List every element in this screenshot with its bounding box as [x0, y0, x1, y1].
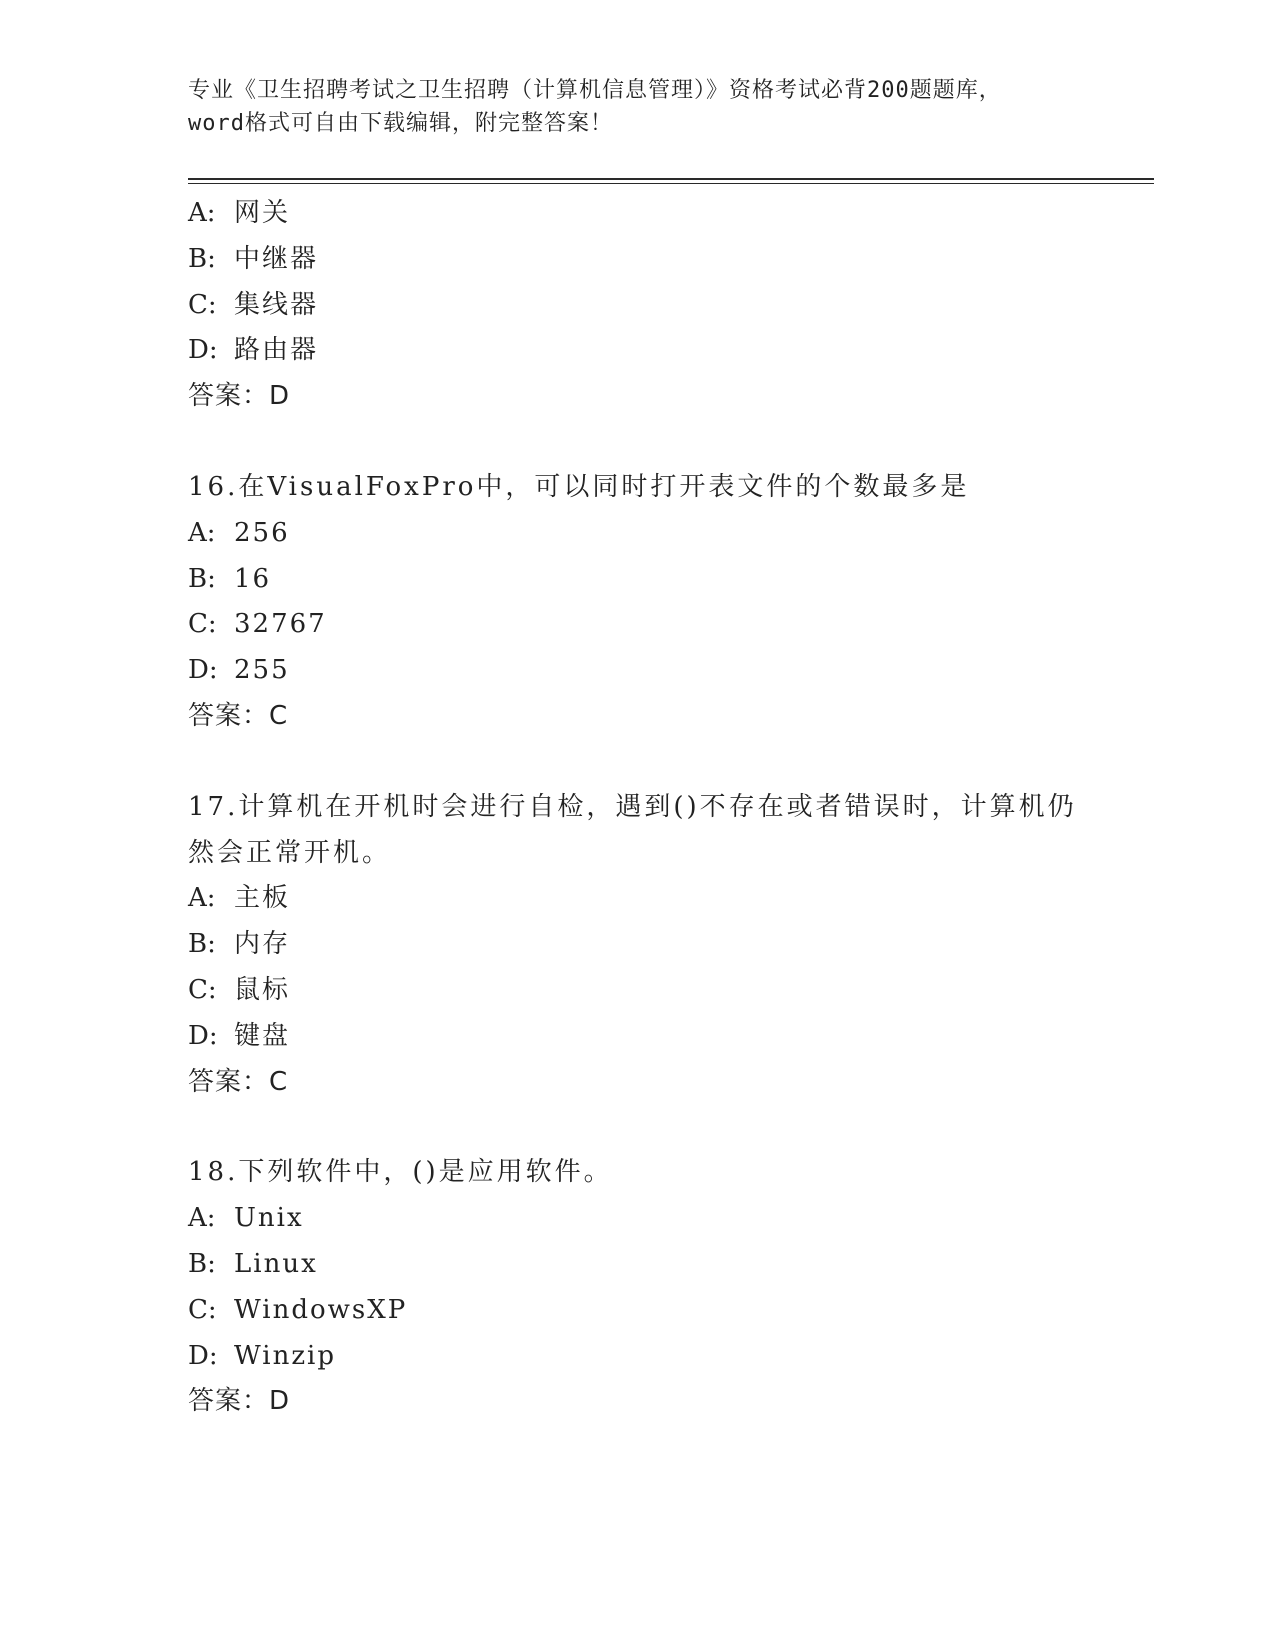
- question-block: [188, 785, 1128, 1106]
- answer-line: 答案：C: [188, 700, 289, 731]
- option-d: [188, 1014, 1128, 1060]
- question-block: [188, 465, 1128, 740]
- answer-line: 答案：D: [188, 1386, 291, 1417]
- option-letter: B:: [188, 563, 216, 594]
- option-text: 中继器: [234, 243, 319, 274]
- option-c: [188, 602, 1128, 648]
- question-stem: 17.计算机在开机时会进行自检，遇到()不存在或者错误时，计算机仍: [188, 791, 1077, 822]
- answer-line: 答案：D: [188, 381, 291, 412]
- question-list: [188, 191, 1128, 1425]
- header-divider-thin: [188, 183, 1154, 184]
- option-d: [188, 1334, 1128, 1380]
- document-header: [188, 74, 1088, 140]
- question-block: [188, 191, 1128, 420]
- option-letter: B:: [188, 243, 216, 274]
- option-d: [188, 648, 1128, 694]
- option-letter: C:: [188, 1294, 217, 1325]
- option-text: 集线器: [234, 289, 319, 320]
- option-c: [188, 968, 1128, 1014]
- option-a: [188, 191, 1128, 237]
- option-a: [188, 511, 1128, 557]
- option-b: [188, 1242, 1128, 1288]
- option-text: 32767: [234, 609, 327, 640]
- option-d: [188, 328, 1128, 374]
- spacer: [188, 740, 1128, 785]
- header-line-2: word格式可自由下载编辑，附完整答案！: [188, 111, 613, 136]
- option-letter: C:: [188, 289, 217, 320]
- option-text: 16: [234, 563, 272, 594]
- option-letter: D:: [188, 655, 218, 686]
- option-letter: A:: [188, 517, 216, 548]
- option-text: 主板: [234, 883, 291, 914]
- option-c: [188, 1288, 1128, 1334]
- spacer: [188, 1105, 1128, 1150]
- option-letter: A:: [188, 1203, 216, 1234]
- option-a: [188, 1196, 1128, 1242]
- option-text: WindowsXP: [234, 1294, 408, 1325]
- option-text: 路由器: [234, 335, 319, 366]
- option-letter: D:: [188, 1340, 218, 1371]
- option-letter: D:: [188, 1020, 218, 1051]
- option-text: 网关: [234, 198, 291, 228]
- option-text: Linux: [234, 1248, 318, 1279]
- answer-line: 答案：C: [188, 1066, 289, 1097]
- option-text: 255: [234, 655, 290, 686]
- question-block: [188, 1150, 1128, 1425]
- option-text: Unix: [234, 1203, 304, 1234]
- question-stem: 16.在VisualFoxPro中，可以同时打开表文件的个数最多是: [188, 471, 970, 502]
- question-stem: 18.下列软件中，()是应用软件。: [188, 1157, 613, 1188]
- spacer: [188, 420, 1128, 465]
- option-letter: C:: [188, 609, 217, 640]
- question-stem-continued: 然会正常开机。: [188, 837, 392, 868]
- option-text: Winzip: [234, 1340, 336, 1371]
- option-text: 内存: [234, 929, 291, 960]
- option-letter: A:: [188, 198, 216, 228]
- option-text: 鼠标: [234, 974, 291, 1005]
- option-b: [188, 237, 1128, 283]
- header-divider-thick: [188, 178, 1154, 180]
- option-letter: D:: [188, 335, 218, 366]
- option-b: [188, 557, 1128, 603]
- option-text: 键盘: [234, 1020, 291, 1051]
- option-letter: B:: [188, 1248, 216, 1279]
- option-letter: A:: [188, 883, 216, 914]
- option-letter: C:: [188, 974, 217, 1005]
- option-c: [188, 283, 1128, 329]
- option-text: 256: [234, 517, 290, 548]
- header-line-1: 专业《卫生招聘考试之卫生招聘（计算机信息管理）》资格考试必背200题题库，: [188, 78, 1002, 103]
- option-a: [188, 876, 1128, 922]
- option-letter: B:: [188, 929, 216, 960]
- option-b: [188, 922, 1128, 968]
